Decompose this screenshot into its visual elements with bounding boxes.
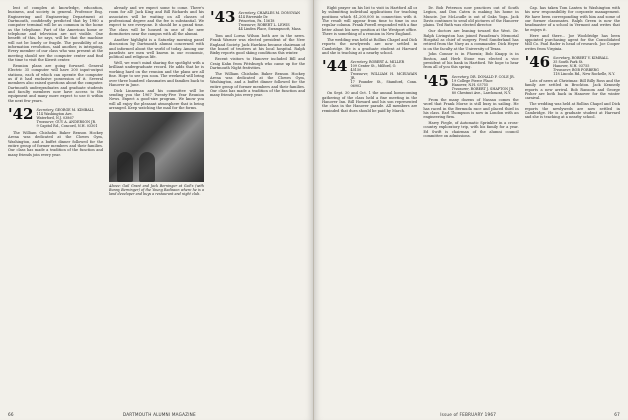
body-text: The wedding was held at Rollins Chapel and Dick reports the newlyweds are now settled in Cambridge. He is a graduate student at Harvard and she is teaching at a nearby school. <box>524 102 620 120</box>
page-number: 66 <box>8 412 14 417</box>
left-column-2 <box>109 6 204 398</box>
secretary-address: 114 Washington Ave. <box>36 112 73 117</box>
secretary-city: 45150 <box>350 68 362 73</box>
body-text: lent of complex at knowledge, education, business, and society in general. Professor Eng. Engineering and Engineering Department at Dartmouth, confidently predicted that by 1980 a computer terminal will be as common in the home as the telephone. Part of the American home or telephone and television are not visible. One benefit of this, he says, will be that the machine will not be lonely or fragile. The possibility of an information revolution, said another, is intriguing. Every member of our class who was present at the meeting should see the computer center and find the time to visit the Kiewit center. <box>8 6 103 63</box>
class-heading-43 <box>210 10 305 31</box>
class-heading-44 <box>322 59 417 88</box>
body-text: Eight prayer on his list to visit in Hartford all or by submitting individual applications for teaching positions which $1,200,000 in connection with it. The result will appear from time to time in our regular column. Frank Powell responded with a fine letter about his new position at the Westport office. There is something of a reunion in New England. <box>322 6 418 37</box>
secretary-address: 414 Riverside Dr. <box>238 15 269 19</box>
secretary-name: GEORGE M. KIMBALL <box>54 108 95 113</box>
secretary-name: ROBERT A. MILLER <box>368 60 405 65</box>
body-text: John Connor is in Phoenix; Bob Knapp is in Boston, and Herb Stone was elected a vice president of his bank in Hartford. We hope to hear from all of you this spring. <box>423 52 519 70</box>
body-text: already and we expect some to come. There's room for all! Jack King and Bill Richards and his associates will be waiting on all classes of professional degree and the fee is substantial. We expect to see everyone. It should be a grand time. The class will be housed in one of the new dormitories near the campus with all the alumni. <box>109 6 204 37</box>
body-text: On Sept. 30 and Oct. 1 the annual homecoming gathering of the class held a fine meeting in the Hanover Inn. Bill Howard and his son represented the class in the Hanover parade. All members are reminded that dues should be paid by March. <box>322 91 418 113</box>
treasurer-label: Treasurer, <box>553 67 571 72</box>
secretary-label: Secretary, <box>553 55 571 60</box>
secretary-city: Hanover, N.H. 03755 <box>451 82 489 87</box>
treasurer-name: ROBERT L. LEWIS <box>257 23 290 27</box>
page-footer <box>322 412 620 417</box>
person-figure <box>139 152 155 182</box>
secretary-name: DR. DONALD F. COLE JR. <box>470 74 515 79</box>
treasurer-address: 17 Pounder St., Stamford, Conn. 06902 <box>350 80 418 89</box>
secretary-city: Waterford, N.J. 03867 <box>36 116 74 121</box>
class-officers <box>238 10 301 31</box>
secretary-city: Hanover, N.H. 03755 <box>553 63 590 68</box>
body-text: Harry Fiegle, of Automatic Sprinkler in a cross-country exploratory trip, with his family for a year. Ed Swift is chairman of the alumni council committee on admissions. <box>423 121 519 139</box>
body-text: Reunion plans are going forward. General Electric 35 computer will have 200 input-output stations, each of which can operate the computer as if it had exclusive possession of it. Several members also raised questions about the computer. Dartmouth undergraduates and graduate students and faculty members now have access to the equipment and many more expect to use it within the next few years. <box>8 63 103 103</box>
class-heading-46 <box>524 52 620 76</box>
treasurer-label: Treasurer, <box>350 72 369 77</box>
secretary-address: 109 Center St., Milford, O. <box>350 64 397 69</box>
body-text: Recent visitors to Hanover included Bill and Craig Kahn from Pittsburgh who came up for the Dartmouth Night festivities. <box>210 57 305 70</box>
secretary-label: Secretary, <box>451 74 470 79</box>
body-text: Here and there... Joe Wooldridge has been appointed purchasing agent for the Consolidated Mill Co. Paul Rader is head of research. Joe Cooper writes from Virginia. <box>524 33 620 51</box>
class-heading-42 <box>8 107 103 128</box>
secretary-address: 19 College Pierce Place <box>451 78 493 83</box>
body-text: The wedding was held at Rollins Chapel and Dick reports the newlyweds are now settled in Cambridge. He is a graduate student at Harvard and she is teaching at a nearby school. <box>322 37 418 55</box>
class-number: '45 <box>423 71 449 90</box>
running-head: DARTMOUTH ALUMNI MAGAZINE <box>122 412 196 417</box>
secretary-city: Princeton, Pa. 15618 <box>238 19 275 23</box>
treasurer-label: Treasurer, <box>238 23 257 27</box>
right-page <box>314 0 628 420</box>
class-number: '44 <box>322 57 348 76</box>
class-heading-45 <box>423 71 518 95</box>
secretary-name: CHARLES M. DONOVAN <box>256 11 301 15</box>
treasurer-name: BOB FORBERG <box>572 67 599 72</box>
body-text: Cap. has taken Tom Lanten to Washington with his new responsibility for corporate management. We have been corresponding with him and some of our former classmates. Ralph Green is now the headmaster of a school in Vermont and writes that he enjoys it. <box>524 6 620 32</box>
person-figure <box>117 152 133 182</box>
class-number: '46 <box>524 52 551 71</box>
body-text: The William Chisholm Baker Benson Hockey Arena was dedicated at the Clowes Gym, Washington, and a buffet dinner followed for the entire group of former members and their families. Our class has made a tradition of the function and many friends join every year. <box>8 131 103 157</box>
class-officers <box>452 74 515 95</box>
body-text: The William Chisholm Baker Benson Hockey Arena was dedicated at the Clowes Gym, Washington, and a buffet dinner followed for the entire group of former members and their families. Our class has made a tradition of the function and many friends join every year. <box>210 71 305 98</box>
right-column-2 <box>423 6 518 398</box>
secretary-address: 35 South Park St. <box>553 59 584 64</box>
class-photo <box>109 112 204 182</box>
body-text: Tom and Lorna Wilson both are in the news. Frank Warner was elected president of the New England Society. Jack Hawkins became chairman of the board of trustees at his local hospital. Ralph Bixby reports good skiing conditions this winter. <box>210 34 305 56</box>
body-text: Dick Linneman and his committee will be sending you the 1967 Twenty-Five Year Reunion News. Expect a good-size program. We know you will all enjoy the pleasant atmosphere that is being arranged. Keep watching the mail for the forms. <box>109 88 204 111</box>
treasurer-label: Treasurer, <box>36 120 55 125</box>
treasurer-name: ROBERT J. SHAPTON JR. <box>470 86 515 91</box>
class-number: '43 <box>210 8 236 26</box>
page-footer <box>8 412 305 417</box>
secretary-name: ROBERT V. KIMBALL <box>571 55 609 60</box>
right-column-1 <box>322 6 417 398</box>
treasurer-name: GUY A. ANDERSON JR. <box>55 120 97 125</box>
body-text: Another highlight is a Saturday morning panel discussion by Dartmouth alumni concerned with and informed about the world of today. Among our panelists are men well known in our economic, political and religious life. <box>109 37 204 60</box>
class-number: '42 <box>8 105 34 124</box>
treasurer-address: 80 Chestnut Ave., Larchmont, N.Y. <box>451 90 511 95</box>
class-officers <box>350 59 417 88</box>
secretary-label: Secretary, <box>238 11 256 15</box>
treasurer-address: 118 Lincoln Rd., New Rochelle, N.Y. <box>553 71 616 76</box>
treasurer-address: 9 Capitol Rd., Concord, N.H. 03301 <box>36 124 98 129</box>
body-text: Lots of news at Christmas: Bill Billy Ross and the family are settled in Brockton. Jack Kennedy reports a new arrival. Bob Ransom and George Fisher are both back in Hanover for the winter carnival. <box>524 78 620 101</box>
body-text: From the many dozens of Nassau comes the word that Frank Morse is still busy in sailing. He has raced in the Bermuda race and placed third in his class. Earl Thompson is now in London with an engineering firm. <box>423 97 519 120</box>
secretary-label: Secretary, <box>36 108 54 113</box>
page-number: 67 <box>614 412 620 417</box>
secretary-label: Secretary, <box>350 60 368 65</box>
body-text: Well, we won't mind sharing the spotlight with a brilliant undergraduate record. He adds that he is working hard on the reunion and the plans are all fine. Hope to see you soon. The weekend will bring over three hundred classmates and families back to Hanover in June. <box>109 61 204 87</box>
body-text: Dr. Bob Peterson now practices out of South Legion, and Don Caten is making his home in Muncie. Joe McLoudle is out of Oaks Yoga. Jack Davis continues to send old pictures of the Hanover plains. Ted Ruth was elected director. <box>423 6 519 28</box>
running-head: Issue of FEBRUARY 1967 <box>440 412 497 417</box>
photo-caption: Above: Gail Grant and Jack Berninger at Gail's (with Bunny Berninger) of the Young Radisson where he is a land developer and buys a restaurant and night club. <box>109 184 204 197</box>
left-column-1 <box>8 6 103 398</box>
class-officers <box>553 55 615 76</box>
treasurer-name: WILLIAM H. MCELWAIN JR. <box>350 72 418 81</box>
class-officers <box>36 107 97 128</box>
body-text: Our doctors are leaning toward the West. Dr. Ralph Livingston has joined Pasadena's Memorial Hospital as chief of surgery. Fred Sunderland has retired from the Navy as a commander. Dick Heyer is on the faculty at the University of Texas. <box>423 29 519 51</box>
right-column-3 <box>525 6 620 398</box>
left-column-3 <box>210 6 305 398</box>
treasurer-address: 44 Linden Place, Swampscott, Mass. <box>238 27 302 31</box>
treasurer-label: Treasurer, <box>451 86 470 91</box>
